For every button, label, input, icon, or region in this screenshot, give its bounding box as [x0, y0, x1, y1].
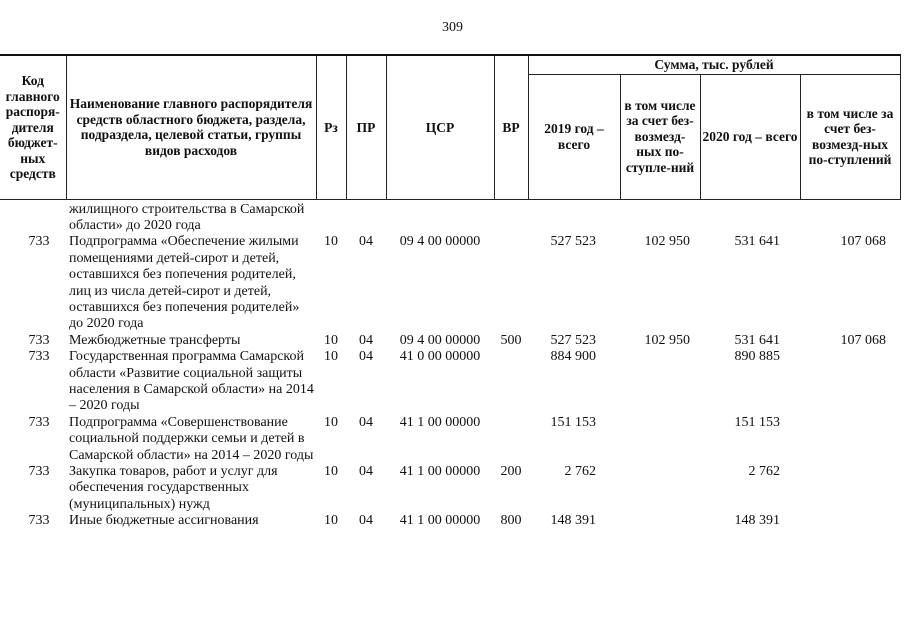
cell-vr: 800 [500, 513, 522, 529]
cell-csr: 41 1 00 00000 [399, 414, 481, 430]
cell-vr [494, 234, 528, 332]
cell-2019-total: 151 153 [550, 414, 596, 430]
cell-name: Иные бюджетные ассигнования [69, 513, 259, 529]
table-row [0, 349, 900, 415]
cell-code [0, 199, 66, 234]
header-vr: ВР [494, 55, 528, 199]
cell-pr: 04 [359, 513, 373, 529]
header-2019-free: в том числе за счет без-возмезд-ных по-ступле-ний [620, 74, 700, 199]
budget-table [0, 54, 901, 530]
cell-2019-free [620, 464, 700, 513]
header-2020-free: в том числе за счет без-возмезд-ных по-ступлений [800, 74, 900, 199]
cell-2019-free [620, 199, 700, 234]
cell-pr: 04 [359, 349, 373, 365]
cell-name: Межбюджетные трансферты [69, 332, 241, 348]
cell-2019-free [620, 415, 700, 464]
cell-rz: 10 [324, 513, 338, 529]
cell-name: Закупка товаров, работ и услуг для обеспечения государственных (муниципальных) нужд [69, 464, 278, 512]
cell-csr: 09 4 00 00000 [399, 234, 481, 250]
cell-2019-free: 102 950 [644, 332, 690, 348]
cell-rz: 10 [324, 464, 338, 479]
cell-2020-total: 151 153 [734, 414, 780, 430]
cell-2020-total: 2 762 [748, 464, 780, 479]
cell-rz: 10 [324, 332, 338, 348]
page-number: 309 [442, 20, 463, 35]
cell-csr: 41 0 00 00000 [399, 349, 481, 365]
cell-name: Подпрограмма «Обеспечение жилыми помещениями детей-сирот и детей, оставшихся без попечения родителей, лиц из числа детей-сирот и детей, оставшихся без попечения родителей» до 2020 года [69, 234, 300, 332]
cell-code: 733 [28, 414, 50, 430]
cell-vr [494, 349, 528, 415]
cell-2020-total: 531 641 [734, 332, 780, 348]
cell-csr: 41 1 00 00000 [399, 513, 481, 529]
header-2019-total: 2019 год – всего [528, 74, 620, 199]
cell-pr: 04 [359, 414, 373, 430]
cell-2020-free: 107 068 [840, 234, 887, 250]
cell-rz: 10 [324, 234, 338, 250]
table-body [0, 199, 900, 530]
cell-code: 733 [28, 513, 50, 529]
cell-2019-total [528, 199, 620, 234]
cell-2020-free [800, 415, 900, 464]
header-csr: ЦСР [386, 55, 494, 199]
cell-vr: 500 [500, 332, 522, 348]
cell-name: Подпрограмма «Совершенствование социальной поддержки семьи и детей в Самарской области» на 2014 – 2020 годы [69, 414, 314, 463]
cell-2019-total: 527 523 [550, 234, 596, 250]
cell-csr: 09 4 00 00000 [399, 332, 481, 348]
cell-rz: 10 [324, 414, 338, 430]
cell-csr: 41 1 00 00000 [399, 464, 481, 479]
cell-name: Государственная программа Самарской области «Развитие социальной защиты населения в Самарской области» на 2014 – 2020 годы [69, 349, 314, 414]
cell-vr [494, 199, 528, 234]
header-name: Наименование главного распорядителя средств областного бюджета, раздела, подраздела, целевой статьи, группы видов расходов [66, 55, 316, 199]
header-rz: Рз [316, 55, 346, 199]
table-row [0, 415, 900, 464]
table-header [0, 55, 900, 199]
header-sum-group: Сумма, тыс. рублей [528, 55, 900, 74]
cell-2020-free [800, 464, 900, 513]
cell-2019-total: 527 523 [550, 332, 596, 348]
cell-2019-free: 102 950 [644, 234, 690, 250]
cell-vr: 200 [500, 464, 522, 479]
header-code: Код главного распоря-дителя бюджет-ных средств [0, 55, 66, 199]
header-pr: ПР [346, 55, 386, 199]
cell-code: 733 [28, 234, 50, 250]
cell-2020-total: 890 885 [734, 349, 780, 365]
cell-pr: 04 [359, 464, 373, 479]
cell-2020-free [800, 349, 900, 415]
cell-2020-free: 107 068 [840, 332, 887, 348]
cell-2020-free [800, 199, 900, 234]
cell-2020-total [700, 199, 800, 234]
cell-name: жилищного строительства в Самарской области» до 2020 года [69, 201, 305, 233]
cell-vr [494, 415, 528, 464]
cell-2020-total: 531 641 [734, 234, 780, 250]
table-row [0, 333, 900, 349]
header-2020-total: 2020 год – всего [700, 74, 800, 199]
cell-code: 733 [28, 332, 50, 348]
table-row [0, 464, 900, 513]
cell-rz [316, 199, 346, 234]
cell-2020-free [800, 513, 900, 529]
cell-2019-free [620, 349, 700, 415]
cell-2020-total: 148 391 [734, 513, 780, 529]
cell-code: 733 [28, 349, 50, 365]
table-row [0, 234, 900, 332]
cell-pr [346, 199, 386, 234]
table-row [0, 513, 900, 529]
cell-pr: 04 [359, 332, 373, 348]
cell-2019-free [620, 513, 700, 529]
cell-rz: 10 [324, 349, 338, 365]
cell-2019-total: 148 391 [550, 513, 596, 529]
table-row [0, 199, 900, 234]
cell-code: 733 [28, 464, 50, 479]
cell-pr: 04 [359, 234, 373, 250]
cell-2019-total: 2 762 [564, 464, 596, 479]
cell-2019-total: 884 900 [550, 349, 596, 365]
cell-csr [386, 199, 494, 234]
